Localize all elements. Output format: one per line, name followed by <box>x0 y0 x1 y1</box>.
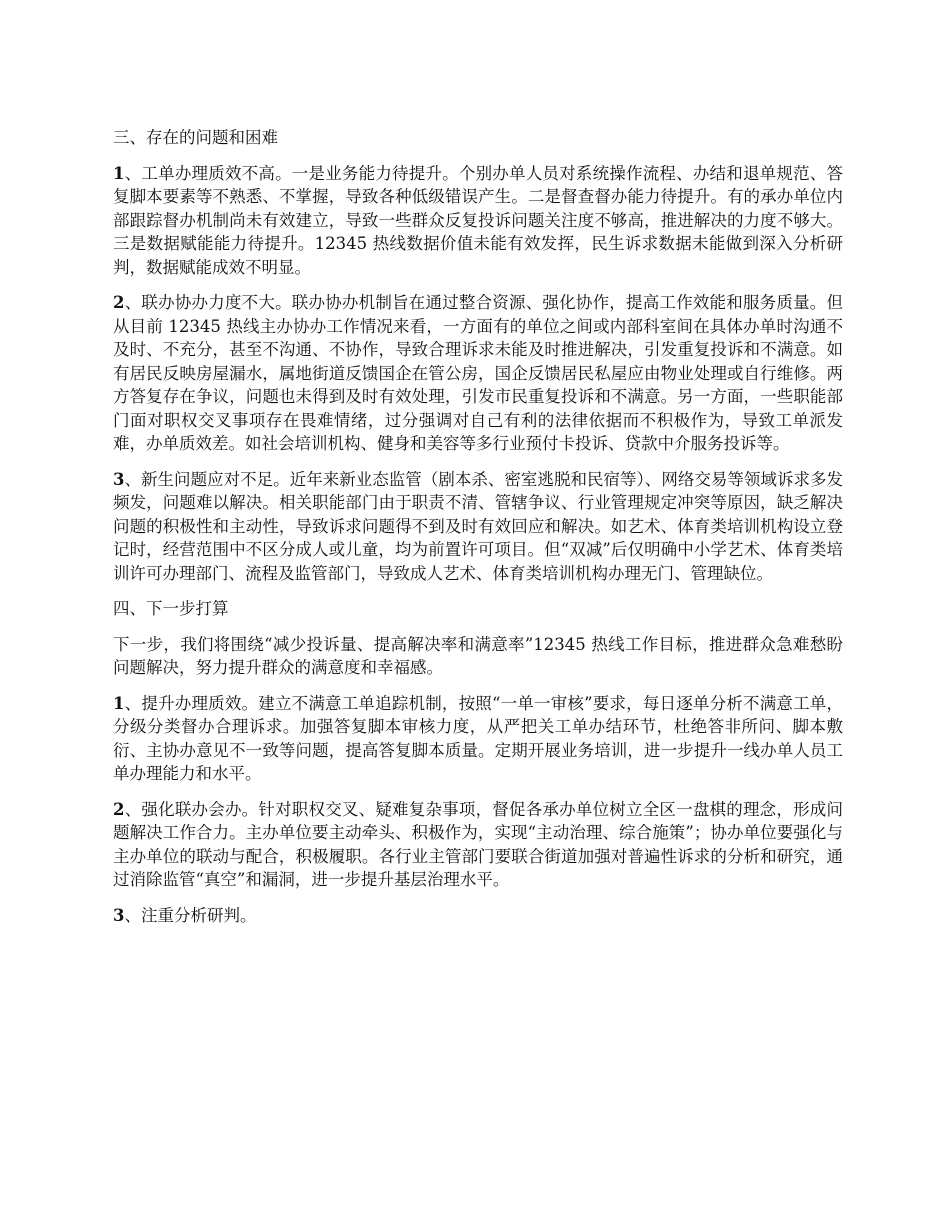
plan-item-3 <box>113 904 843 928</box>
item-text: 、工单办理质效不高。一是业务能力待提升。个别办单人员对系统操作流程、办结和退单规范、答复脚本要素等不熟悉、不掌握，导致各种低级错误产生。二是督查督办能力待提升。有的承办单位内部跟踪督办机制尚未有效建立，导致一些群众反复投诉问题关注度不够高，推进解决的力度不够大。三是数据赋能能力待提升。12345 热线数据价值未能有效发挥，民生诉求数据未能做到深入分析研判，数据赋能成效不明显。 <box>113 163 843 277</box>
plan-item-2 <box>113 798 843 892</box>
next-steps-intro: 下一步，我们将围绕“减少投诉量、提高解决率和满意率”12345 热线工作目标，推进群众急难愁盼问题解决，努力提升群众的满意度和幸福感。 <box>113 634 843 677</box>
problem-item-3 <box>113 468 843 586</box>
item-number: 2 <box>113 799 125 819</box>
item-text: 、注重分析研判。 <box>124 905 257 925</box>
item-number: 1 <box>113 693 125 713</box>
problem-item-1 <box>113 162 843 280</box>
item-number: 1 <box>113 163 125 183</box>
item-number: 2 <box>113 293 125 312</box>
problem-item-2 <box>113 291 843 456</box>
item-number: 3 <box>113 469 125 489</box>
plan-item-1 <box>113 692 843 786</box>
item-text: 、联办协办力度不大。联办协办机制旨在通过整合资源、强化协作，提高工作效能和服务质量。但从目前 12345 热线主办协办工作情况来看，一方面有的单位之间或内部科室间在具体办单时沟通不及时、不充分，甚至不沟通、不协作，导致合理诉求未能及时推进解决，引发重复投诉和不满意。如有居民反映房屋漏水，属地街道反馈国企在管公房，国企反馈居民私屋应由物业处理或自行维修。两方答复存在争议，问题也未得到及时有效处理，引发市民重复投诉和不满意。另一方面，一些职能部门面对职权交叉事项存在畏难情绪，过分强调对自己有利的法律依据而不积极作为，导致工单派发难，办单质效差。如社会培训机构、健身和美容等多行业预付卡投诉、贷款中介服务投诉等。 <box>113 293 843 453</box>
item-text: 、强化联办会办。针对职权交叉、疑难复杂事项，督促各承办单位树立全区一盘棋的理念，形成问题解决工作合力。主办单位要主动牵头、积极作为，实现“主动治理、综合施策”；协办单位要强化与主办单位的联动与配合，积极履职。各行业主管部门要联合街道加强对普遍性诉求的分析和研究，通过消除监管“真空”和漏洞，进一步提升基层治理水平。 <box>113 799 843 889</box>
section-heading-next-steps: 四、下一步打算 <box>113 599 229 618</box>
item-text: 、提升办理质效。建立不满意工单追踪机制，按照“一单一审核”要求，每日逐单分析不满意工单，分级分类督办合理诉求。加强答复脚本审核力度，从严把关工单办结环节，杜绝答非所问、脚本敷衍、主协办意见不一致等问题，提高答复脚本质量。定期开展业务培训，进一步提升一线办单人员工单办理能力和水平。 <box>113 693 843 783</box>
item-number: 3 <box>113 905 125 925</box>
item-text: 、新生问题应对不足。近年来新业态监管（剧本杀、密室逃脱和民宿等）、网络交易等领域诉求多发频发，问题难以解决。相关职能部门由于职责不清、管辖争议、行业管理规定冲突等原因，缺乏解决问题的积极性和主动性，导致诉求问题得不到及时有效回应和解决。如艺术、体育类培训机构设立登记时，经营范围中不区分成人或儿童，均为前置许可项目。但“双减”后仅明确中小学艺术、体育类培训许可办理部门、流程及监管部门，导致成人艺术、体育类培训机构办理无门、管理缺位。 <box>113 469 843 583</box>
document-body <box>113 126 843 939</box>
section-heading-problems: 三、存在的问题和困难 <box>113 128 278 147</box>
